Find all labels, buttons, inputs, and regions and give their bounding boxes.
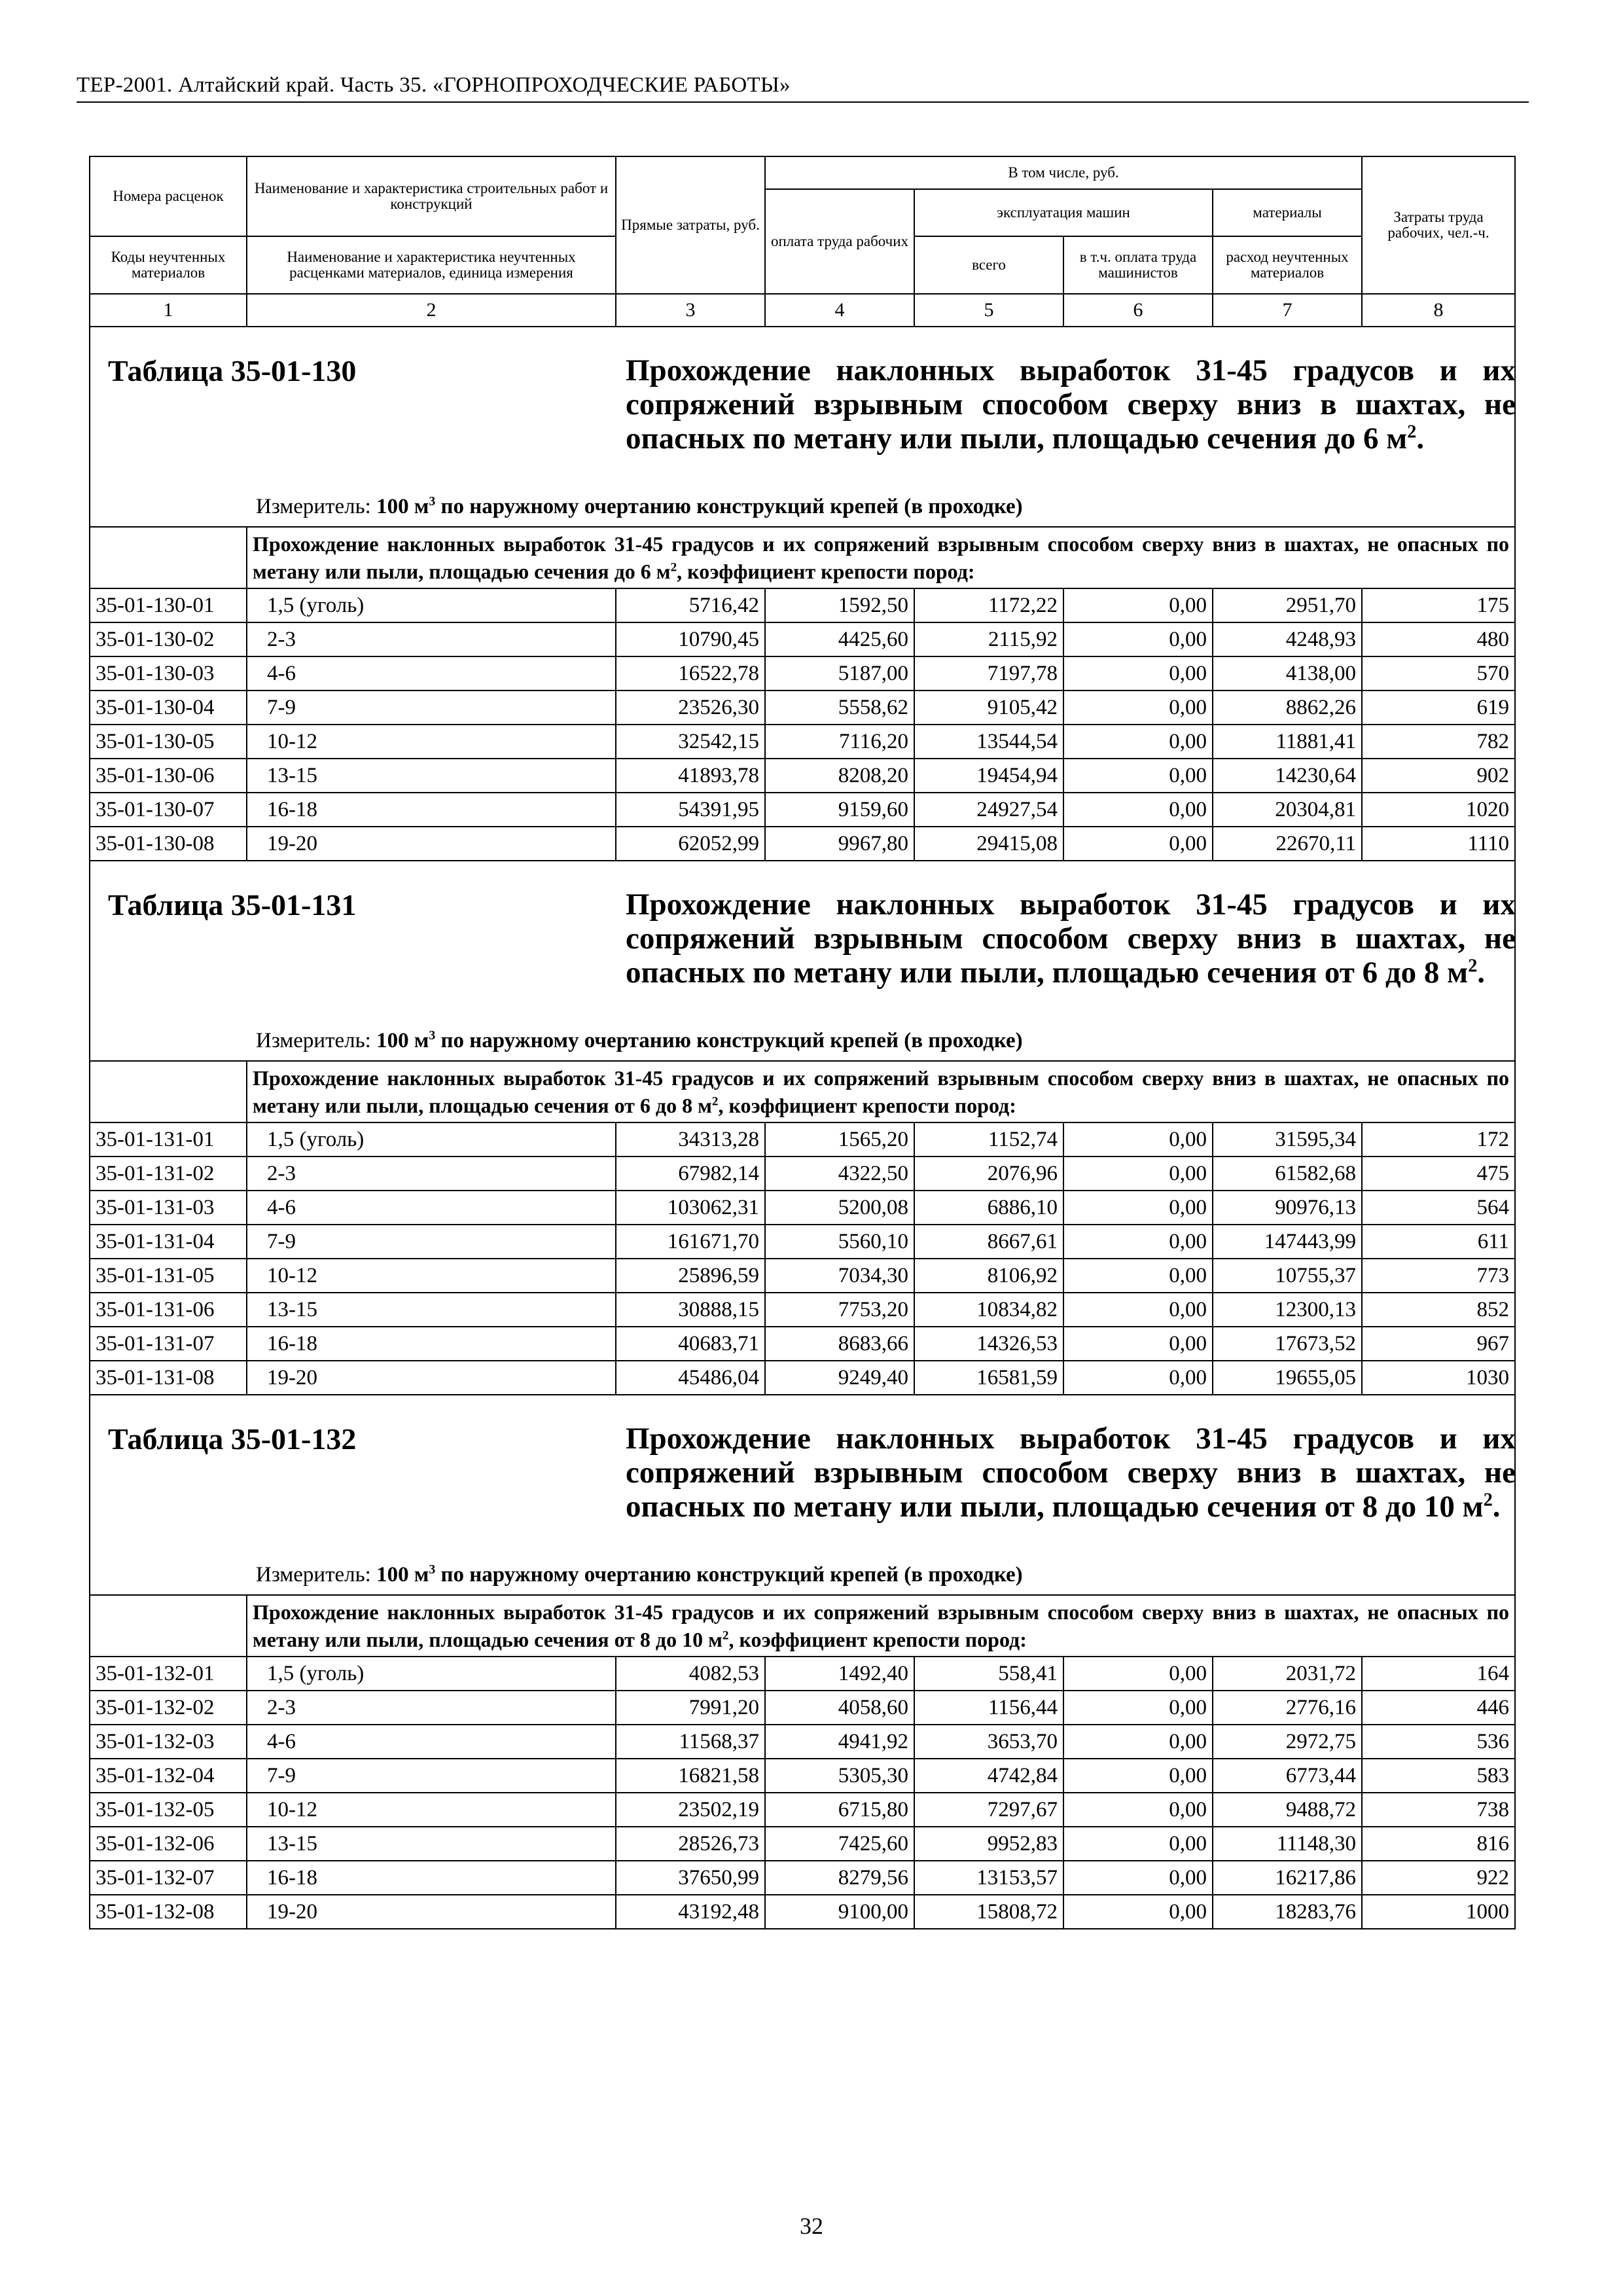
cell-machinist-pay: 0,00	[1063, 588, 1213, 622]
table-row	[90, 1793, 1515, 1827]
cell-direct-costs: 161671,70	[616, 1225, 765, 1259]
cell-direct-costs: 4082,53	[616, 1657, 765, 1691]
cell-machines-total: 9952,83	[914, 1827, 1063, 1861]
table-row	[90, 1191, 1515, 1225]
cell-rate-code: 35-01-130-01	[90, 588, 247, 622]
cell-materials-cost: 14230,64	[1213, 759, 1362, 793]
cell-direct-costs: 7991,20	[616, 1691, 765, 1725]
col-header-direct-costs: Прямые затраты, руб.	[616, 156, 765, 294]
cell-machines-total: 10834,82	[914, 1293, 1063, 1327]
cell-direct-costs: 54391,95	[616, 793, 765, 827]
column-numbers-row	[90, 294, 1515, 327]
cell-machines-total: 6886,10	[914, 1191, 1063, 1225]
description-end: , коэффициент крепости пород:	[677, 560, 975, 583]
cell-rock-coefficient: 4-6	[247, 1191, 616, 1225]
cell-labor-pay: 5558,62	[765, 691, 914, 725]
table-row	[90, 1293, 1515, 1327]
description-text: Прохождение наклонных выработок 31-45 градусов и их сопряжений взрывным способом сверху вниз в шахтах, не опасных по метану или пыли, площадью сечения до 6 м	[253, 532, 1510, 583]
cell-direct-costs: 28526,73	[616, 1827, 765, 1861]
cell-labor-hours: 619	[1362, 691, 1515, 725]
cell-materials-cost: 9488,72	[1213, 1793, 1362, 1827]
cell-materials-cost: 11148,30	[1213, 1827, 1362, 1861]
cell-labor-hours: 480	[1362, 622, 1515, 656]
cell-labor-hours: 816	[1362, 1827, 1515, 1861]
cell-rate-code: 35-01-131-08	[90, 1361, 247, 1395]
cell-machines-total: 13544,54	[914, 725, 1063, 759]
table-title	[626, 888, 1516, 990]
cell-machines-total: 3653,70	[914, 1725, 1063, 1759]
measurement-sup: 3	[429, 1028, 436, 1043]
cell-labor-hours: 172	[1362, 1122, 1515, 1157]
page-number: 32	[800, 2213, 823, 2239]
cell-rock-coefficient: 2-3	[247, 1691, 616, 1725]
table-title-block	[90, 861, 1514, 1060]
cell-materials-cost: 16217,86	[1213, 1861, 1362, 1895]
cell-machines-total: 19454,94	[914, 759, 1063, 793]
cell-rate-code: 35-01-131-03	[90, 1191, 247, 1225]
cell-rock-coefficient: 16-18	[247, 793, 616, 827]
cell-direct-costs: 25896,59	[616, 1259, 765, 1293]
table-description-row	[90, 1061, 1515, 1122]
cell-labor-hours: 446	[1362, 1691, 1515, 1725]
cell-labor-pay: 9159,60	[765, 793, 914, 827]
cell-direct-costs: 23526,30	[616, 691, 765, 725]
cell-labor-pay: 7116,20	[765, 725, 914, 759]
cell-labor-pay: 4425,60	[765, 622, 914, 656]
cell-rock-coefficient: 1,5 (уголь)	[247, 588, 616, 622]
cell-labor-pay: 8683,66	[765, 1327, 914, 1361]
cell-rock-coefficient: 16-18	[247, 1861, 616, 1895]
table-description	[247, 1595, 1515, 1657]
cell-labor-pay: 8279,56	[765, 1861, 914, 1895]
cell-machines-total: 7297,67	[914, 1793, 1063, 1827]
cell-rate-code: 35-01-131-05	[90, 1259, 247, 1293]
cell-machines-total: 8106,92	[914, 1259, 1063, 1293]
col-header-including: В том числе, руб.	[765, 156, 1362, 189]
cell-rate-code: 35-01-132-06	[90, 1827, 247, 1861]
cell-direct-costs: 11568,37	[616, 1725, 765, 1759]
cell-rock-coefficient: 4-6	[247, 1725, 616, 1759]
cell-direct-costs: 16522,78	[616, 656, 765, 691]
column-number: 7	[1213, 294, 1362, 327]
measurement-rest: по наружному очертанию конструкций крепей (в проходке)	[435, 1563, 1023, 1587]
cell-machines-total: 1152,74	[914, 1122, 1063, 1157]
cell-materials-cost: 4138,00	[1213, 656, 1362, 691]
cell-machinist-pay: 0,00	[1063, 725, 1213, 759]
cell-rate-code: 35-01-130-05	[90, 725, 247, 759]
cell-direct-costs: 16821,58	[616, 1759, 765, 1793]
description-sup: 2	[670, 560, 677, 575]
col-header-unaccounted: расход неучтенных материалов	[1213, 236, 1362, 294]
column-number: 3	[616, 294, 765, 327]
cell-labor-pay: 5305,30	[765, 1759, 914, 1793]
col-header-machines: эксплуатация машин	[914, 189, 1213, 236]
cell-rock-coefficient: 13-15	[247, 1293, 616, 1327]
cell-machinist-pay: 0,00	[1063, 1691, 1213, 1725]
cell-labor-pay: 7425,60	[765, 1827, 914, 1861]
measurement-prefix: Измеритель:	[256, 495, 377, 518]
col-header-labor-pay: оплата труда рабочих	[765, 189, 914, 294]
cell-labor-hours: 564	[1362, 1191, 1515, 1225]
cell-machines-total: 1156,44	[914, 1691, 1063, 1725]
cell-labor-hours: 175	[1362, 588, 1515, 622]
table-title-row	[90, 861, 1515, 1061]
table-title-cell	[90, 1395, 1515, 1595]
description-spacer	[90, 1061, 247, 1122]
table-row	[90, 793, 1515, 827]
table-title-end: .	[1477, 956, 1486, 990]
cell-labor-hours: 611	[1362, 1225, 1515, 1259]
cell-labor-pay: 1592,50	[765, 588, 914, 622]
cell-direct-costs: 32542,15	[616, 725, 765, 759]
measurement-sup: 3	[429, 1562, 436, 1577]
cell-machinist-pay: 0,00	[1063, 1122, 1213, 1157]
measurement-unit	[256, 1029, 1023, 1053]
table-title-sup: 2	[1407, 422, 1417, 442]
cell-labor-pay: 9967,80	[765, 827, 914, 861]
cell-rock-coefficient: 7-9	[247, 691, 616, 725]
cell-machines-total: 29415,08	[914, 827, 1063, 861]
measurement-rest: по наружному очертанию конструкций крепей (в проходке)	[435, 495, 1023, 518]
table-title-block	[90, 327, 1514, 526]
cell-labor-hours: 738	[1362, 1793, 1515, 1827]
cell-direct-costs: 41893,78	[616, 759, 765, 793]
cell-rate-code: 35-01-131-02	[90, 1157, 247, 1191]
description-spacer	[90, 527, 247, 588]
cell-labor-pay: 1492,40	[765, 1657, 914, 1691]
cell-materials-cost: 11881,41	[1213, 725, 1362, 759]
cell-machinist-pay: 0,00	[1063, 1827, 1213, 1861]
description-sup: 2	[711, 1094, 719, 1109]
table-description	[247, 527, 1515, 588]
cell-rate-code: 35-01-131-06	[90, 1293, 247, 1327]
cell-direct-costs: 10790,45	[616, 622, 765, 656]
description-text: Прохождение наклонных выработок 31-45 градусов и их сопряжений взрывным способом сверху вниз в шахтах, не опасных по метану или пыли, площадью сечения от 8 до 10 м	[253, 1600, 1510, 1651]
table-row	[90, 725, 1515, 759]
table-title-end: .	[1416, 422, 1425, 456]
cell-machines-total: 14326,53	[914, 1327, 1063, 1361]
cell-rock-coefficient: 10-12	[247, 1793, 616, 1827]
cell-machines-total: 16581,59	[914, 1361, 1063, 1395]
table-row	[90, 1725, 1515, 1759]
cell-machinist-pay: 0,00	[1063, 1759, 1213, 1793]
cell-materials-cost: 61582,68	[1213, 1157, 1362, 1191]
table-title-row	[90, 327, 1515, 527]
cell-direct-costs: 5716,42	[616, 588, 765, 622]
table-title-text: Прохождение наклонных выработок 31-45 градусов и их сопряжений взрывным способом сверху вниз в шахтах, не опасных по метану или пыли, площадью сечения до 6 м	[626, 353, 1516, 456]
cell-labor-hours: 1030	[1362, 1361, 1515, 1395]
cell-materials-cost: 20304,81	[1213, 793, 1362, 827]
cell-rock-coefficient: 1,5 (уголь)	[247, 1657, 616, 1691]
column-number: 8	[1362, 294, 1515, 327]
cell-labor-pay: 5187,00	[765, 656, 914, 691]
measurement-sup: 3	[429, 494, 436, 509]
cell-machinist-pay: 0,00	[1063, 793, 1213, 827]
cell-rock-coefficient: 13-15	[247, 759, 616, 793]
cell-machinist-pay: 0,00	[1063, 1293, 1213, 1327]
cell-machinist-pay: 0,00	[1063, 656, 1213, 691]
measurement-value: 100 м	[376, 1563, 429, 1587]
table-row	[90, 691, 1515, 725]
cell-direct-costs: 62052,99	[616, 827, 765, 861]
table-title-block	[90, 1395, 1514, 1594]
column-number: 1	[90, 294, 247, 327]
cell-materials-cost: 147443,99	[1213, 1225, 1362, 1259]
cell-labor-pay: 4941,92	[765, 1725, 914, 1759]
table-row	[90, 1361, 1515, 1395]
table-row	[90, 1327, 1515, 1361]
col-header-material-names: Наименование и характеристика неучтенных расценками материалов, единица измерения	[247, 236, 616, 294]
cell-labor-hours: 852	[1362, 1293, 1515, 1327]
cell-materials-cost: 10755,37	[1213, 1259, 1362, 1293]
cell-machinist-pay: 0,00	[1063, 1157, 1213, 1191]
cell-labor-pay: 9100,00	[765, 1895, 914, 1929]
table-row	[90, 1157, 1515, 1191]
table-row	[90, 1895, 1515, 1929]
description-end: , коэффициент крепости пород:	[728, 1628, 1027, 1651]
table-title-sup: 2	[1468, 956, 1478, 977]
description-sup: 2	[722, 1628, 729, 1643]
cell-rock-coefficient: 2-3	[247, 622, 616, 656]
table-row	[90, 1122, 1515, 1157]
cell-direct-costs: 45486,04	[616, 1361, 765, 1395]
cell-materials-cost: 31595,34	[1213, 1122, 1362, 1157]
cell-machines-total: 2115,92	[914, 622, 1063, 656]
table-row	[90, 1225, 1515, 1259]
cell-machines-total: 8667,61	[914, 1225, 1063, 1259]
measurement-value: 100 м	[376, 1029, 429, 1052]
cell-materials-cost: 4248,93	[1213, 622, 1362, 656]
cell-rate-code: 35-01-130-06	[90, 759, 247, 793]
cell-labor-hours: 922	[1362, 1861, 1515, 1895]
cell-rock-coefficient: 10-12	[247, 1259, 616, 1293]
cell-machinist-pay: 0,00	[1063, 1895, 1213, 1929]
cell-labor-hours: 583	[1362, 1759, 1515, 1793]
table-title	[626, 1422, 1516, 1524]
cell-labor-pay: 8208,20	[765, 759, 914, 793]
cell-labor-pay: 6715,80	[765, 1793, 914, 1827]
cell-machinist-pay: 0,00	[1063, 1793, 1213, 1827]
table-description	[247, 1061, 1515, 1122]
measurement-prefix: Измеритель:	[256, 1029, 377, 1052]
cell-materials-cost: 2031,72	[1213, 1657, 1362, 1691]
table-title-cell	[90, 861, 1515, 1061]
cell-materials-cost: 6773,44	[1213, 1759, 1362, 1793]
measurement-rest: по наружному очертанию конструкций крепей (в проходке)	[435, 1029, 1023, 1052]
measurement-unit	[256, 1563, 1023, 1587]
cell-rate-code: 35-01-132-01	[90, 1657, 247, 1691]
cell-materials-cost: 12300,13	[1213, 1293, 1362, 1327]
col-header-material-codes: Коды неучтенных материалов	[90, 236, 247, 294]
cell-materials-cost: 2776,16	[1213, 1691, 1362, 1725]
cell-direct-costs: 30888,15	[616, 1293, 765, 1327]
table-row	[90, 1861, 1515, 1895]
cell-machinist-pay: 0,00	[1063, 1725, 1213, 1759]
table-row	[90, 1759, 1515, 1793]
cell-rate-code: 35-01-130-02	[90, 622, 247, 656]
cell-labor-hours: 164	[1362, 1657, 1515, 1691]
cell-machines-total: 9105,42	[914, 691, 1063, 725]
table-title-cell	[90, 327, 1515, 527]
cell-machinist-pay: 0,00	[1063, 622, 1213, 656]
cell-labor-pay: 5560,10	[765, 1225, 914, 1259]
cell-rate-code: 35-01-131-04	[90, 1225, 247, 1259]
table-title-row	[90, 1395, 1515, 1595]
cell-rate-code: 35-01-132-03	[90, 1725, 247, 1759]
cell-materials-cost: 22670,11	[1213, 827, 1362, 861]
cell-rock-coefficient: 7-9	[247, 1759, 616, 1793]
cell-machines-total: 4742,84	[914, 1759, 1063, 1793]
table-description-row	[90, 527, 1515, 588]
table-title-text: Прохождение наклонных выработок 31-45 градусов и их сопряжений взрывным способом сверху вниз в шахтах, не опасных по метану или пыли, площадью сечения от 6 до 8 м	[626, 888, 1516, 990]
table-row	[90, 1657, 1515, 1691]
cell-labor-pay: 7753,20	[765, 1293, 914, 1327]
cell-labor-hours: 967	[1362, 1327, 1515, 1361]
col-header-rate-numbers: Номера расценок	[90, 156, 247, 236]
cell-machines-total: 1172,22	[914, 588, 1063, 622]
col-header-materials: материалы	[1213, 189, 1362, 236]
cell-labor-pay: 4322,50	[765, 1157, 914, 1191]
cell-machinist-pay: 0,00	[1063, 1191, 1213, 1225]
cell-rate-code: 35-01-130-07	[90, 793, 247, 827]
cell-machinist-pay: 0,00	[1063, 1327, 1213, 1361]
cell-rock-coefficient: 1,5 (уголь)	[247, 1122, 616, 1157]
cell-labor-hours: 1000	[1362, 1895, 1515, 1929]
cell-rate-code: 35-01-131-01	[90, 1122, 247, 1157]
cell-rate-code: 35-01-130-03	[90, 656, 247, 691]
cell-labor-hours: 902	[1362, 759, 1515, 793]
cell-machines-total: 15808,72	[914, 1895, 1063, 1929]
cell-rate-code: 35-01-130-08	[90, 827, 247, 861]
cell-rock-coefficient: 7-9	[247, 1225, 616, 1259]
description-end: , коэффициент крепости пород:	[718, 1094, 1016, 1117]
cell-machinist-pay: 0,00	[1063, 691, 1213, 725]
col-header-machines-total: всего	[914, 236, 1063, 294]
cell-rate-code: 35-01-130-04	[90, 691, 247, 725]
cell-materials-cost: 19655,05	[1213, 1361, 1362, 1395]
cell-materials-cost: 17673,52	[1213, 1327, 1362, 1361]
table-row	[90, 827, 1515, 861]
cell-labor-hours: 773	[1362, 1259, 1515, 1293]
cell-labor-hours: 1020	[1362, 793, 1515, 827]
table-row	[90, 1691, 1515, 1725]
table-row	[90, 759, 1515, 793]
cell-labor-hours: 570	[1362, 656, 1515, 691]
cell-machinist-pay: 0,00	[1063, 1259, 1213, 1293]
column-number: 5	[914, 294, 1063, 327]
cell-rate-code: 35-01-132-07	[90, 1861, 247, 1895]
cell-materials-cost: 8862,26	[1213, 691, 1362, 725]
measurement-prefix: Измеритель:	[256, 1563, 377, 1587]
table-row	[90, 1259, 1515, 1293]
cell-machinist-pay: 0,00	[1063, 1657, 1213, 1691]
cell-materials-cost: 2951,70	[1213, 588, 1362, 622]
col-header-work-name: Наименование и характеристика строительных работ и конструкций	[247, 156, 616, 236]
cell-labor-pay: 4058,60	[765, 1691, 914, 1725]
column-number: 4	[765, 294, 914, 327]
table-row	[90, 1827, 1515, 1861]
table-title	[626, 353, 1516, 456]
cell-direct-costs: 67982,14	[616, 1157, 765, 1191]
cell-machinist-pay: 0,00	[1063, 759, 1213, 793]
col-header-labor-hours: Затраты труда рабочих, чел.-ч.	[1362, 156, 1515, 294]
table-row	[90, 622, 1515, 656]
cell-rock-coefficient: 4-6	[247, 656, 616, 691]
cell-labor-pay: 7034,30	[765, 1259, 914, 1293]
cell-rate-code: 35-01-132-02	[90, 1691, 247, 1725]
cell-rate-code: 35-01-132-04	[90, 1759, 247, 1793]
cell-labor-hours: 1110	[1362, 827, 1515, 861]
cell-rock-coefficient: 16-18	[247, 1327, 616, 1361]
table-title-sup: 2	[1483, 1490, 1493, 1511]
cell-rock-coefficient: 2-3	[247, 1157, 616, 1191]
cell-direct-costs: 40683,71	[616, 1327, 765, 1361]
cell-rate-code: 35-01-131-07	[90, 1327, 247, 1361]
table-label: Таблица 35-01-130	[108, 354, 357, 387]
rates-table	[89, 156, 1516, 1929]
cell-rock-coefficient: 19-20	[247, 1361, 616, 1395]
cell-rock-coefficient: 19-20	[247, 827, 616, 861]
cell-labor-pay: 9249,40	[765, 1361, 914, 1395]
cell-machines-total: 2076,96	[914, 1157, 1063, 1191]
cell-labor-hours: 536	[1362, 1725, 1515, 1759]
cell-labor-pay: 5200,08	[765, 1191, 914, 1225]
cell-rock-coefficient: 19-20	[247, 1895, 616, 1929]
cell-rate-code: 35-01-132-05	[90, 1793, 247, 1827]
cell-direct-costs: 34313,28	[616, 1122, 765, 1157]
cell-labor-hours: 782	[1362, 725, 1515, 759]
cell-rate-code: 35-01-132-08	[90, 1895, 247, 1929]
cell-rock-coefficient: 13-15	[247, 1827, 616, 1861]
table-title-text: Прохождение наклонных выработок 31-45 градусов и их сопряжений взрывным способом сверху вниз в шахтах, не опасных по метану или пыли, площадью сечения от 8 до 10 м	[626, 1422, 1516, 1524]
description-spacer	[90, 1595, 247, 1657]
cell-materials-cost: 90976,13	[1213, 1191, 1362, 1225]
cell-direct-costs: 37650,99	[616, 1861, 765, 1895]
column-number: 2	[247, 294, 616, 327]
cell-labor-pay: 1565,20	[765, 1122, 914, 1157]
table-label: Таблица 35-01-132	[108, 1422, 357, 1456]
measurement-value: 100 м	[376, 495, 429, 518]
measurement-unit	[256, 495, 1023, 519]
column-number: 6	[1063, 294, 1213, 327]
page-header: ТЕР-2001. Алтайский край. Часть 35. «ГОРНОПРОХОДЧЕСКИЕ РАБОТЫ»	[77, 73, 1529, 103]
cell-direct-costs: 43192,48	[616, 1895, 765, 1929]
table-title-end: .	[1492, 1490, 1501, 1524]
cell-machinist-pay: 0,00	[1063, 827, 1213, 861]
cell-materials-cost: 2972,75	[1213, 1725, 1362, 1759]
table-description-row	[90, 1595, 1515, 1657]
cell-machines-total: 7197,78	[914, 656, 1063, 691]
table-label: Таблица 35-01-131	[108, 888, 357, 922]
cell-labor-hours: 475	[1362, 1157, 1515, 1191]
cell-machinist-pay: 0,00	[1063, 1861, 1213, 1895]
cell-machinist-pay: 0,00	[1063, 1225, 1213, 1259]
table-row	[90, 588, 1515, 622]
cell-machines-total: 24927,54	[914, 793, 1063, 827]
cell-machines-total: 558,41	[914, 1657, 1063, 1691]
cell-machinist-pay: 0,00	[1063, 1361, 1213, 1395]
cell-direct-costs: 103062,31	[616, 1191, 765, 1225]
cell-rock-coefficient: 10-12	[247, 725, 616, 759]
table-row	[90, 656, 1515, 691]
cell-machines-total: 13153,57	[914, 1861, 1063, 1895]
col-header-machinist-pay: в т.ч. оплата труда машинистов	[1063, 236, 1213, 294]
cell-direct-costs: 23502,19	[616, 1793, 765, 1827]
cell-materials-cost: 18283,76	[1213, 1895, 1362, 1929]
description-text: Прохождение наклонных выработок 31-45 градусов и их сопряжений взрывным способом сверху вниз в шахтах, не опасных по метану или пыли, площадью сечения от 6 до 8 м	[253, 1066, 1510, 1117]
